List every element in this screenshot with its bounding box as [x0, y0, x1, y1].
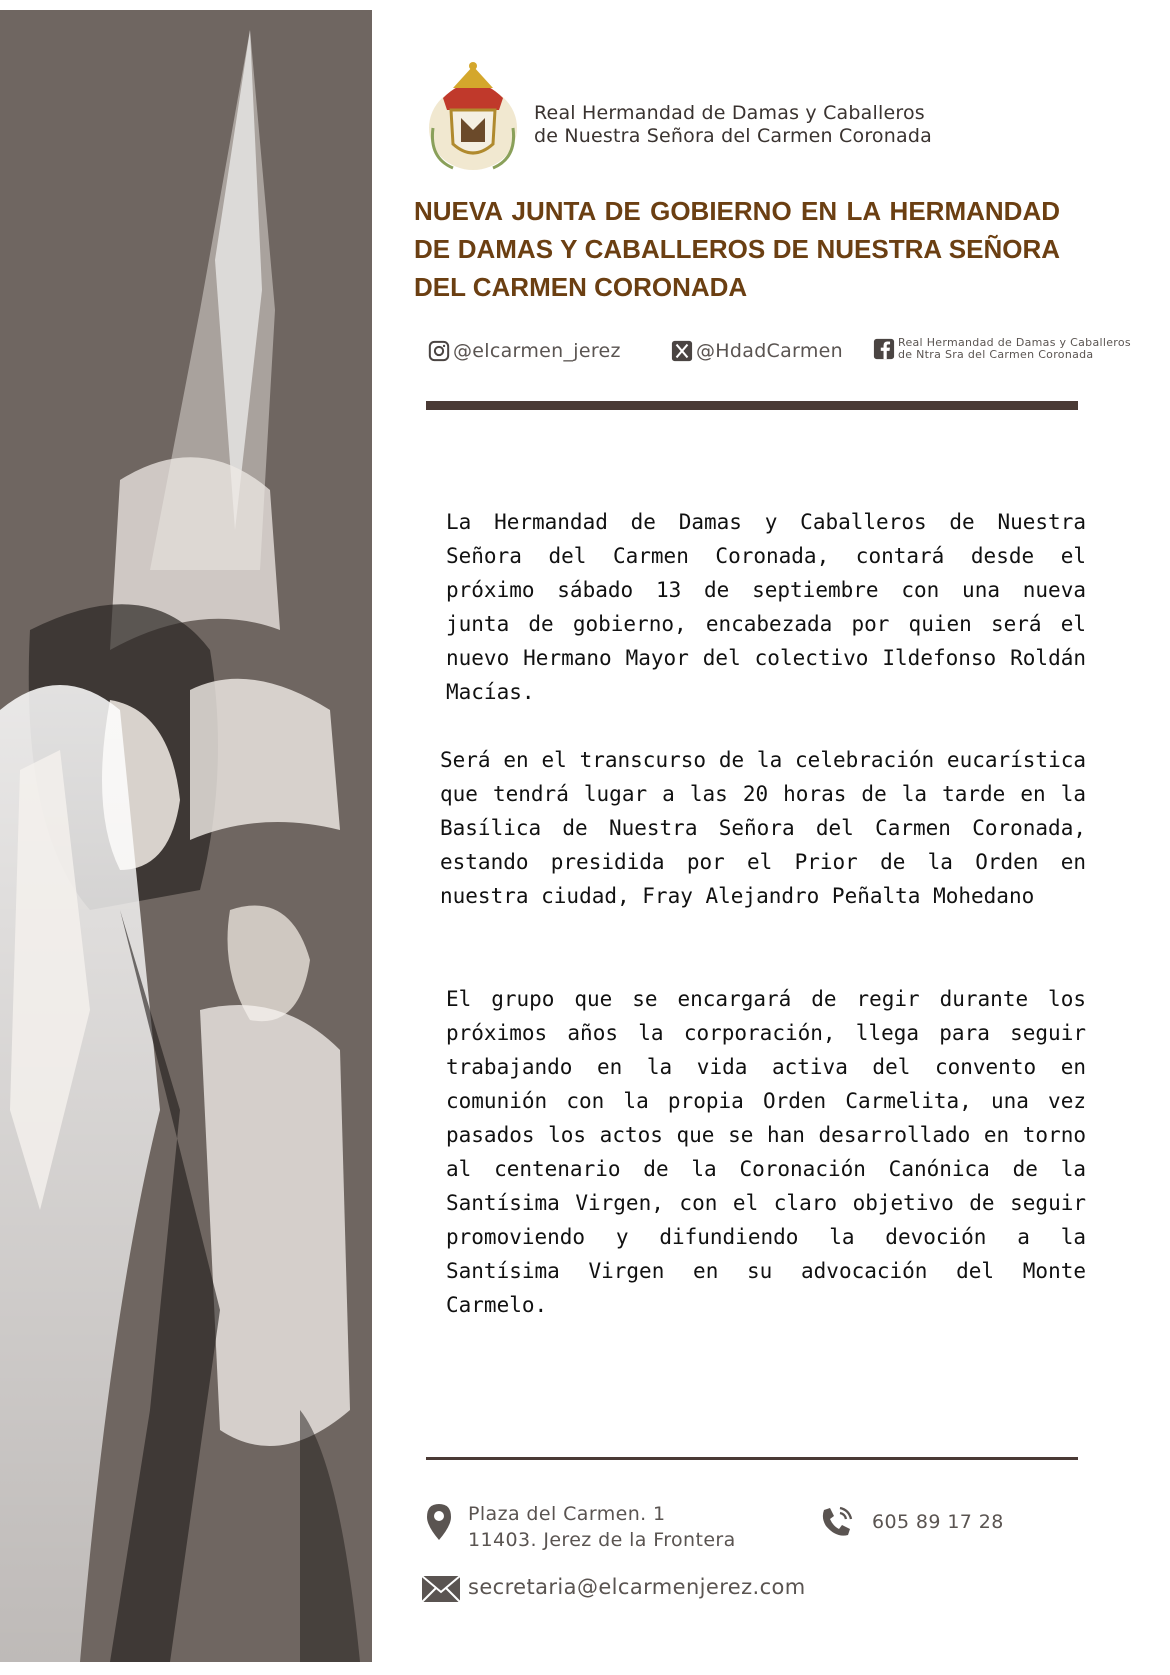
x-handle: @HdadCarmen — [696, 340, 843, 362]
location-pin-icon — [424, 1502, 454, 1542]
facebook-line-1: Real Hermandad de Damas y Caballeros — [898, 336, 1131, 349]
body-paragraph-1: La Hermandad de Damas y Caballeros de Nuestra Señora del Carmen Coronada, contará desde el próximo sábado 13 de septiembre con una nueva junta de gobierno, encabezada por quien será el nuevo Hermano Mayor del colectivo Ildefonso Roldán Macías. — [446, 510, 1086, 704]
social-x[interactable] — [671, 336, 843, 366]
instagram-icon — [428, 340, 450, 362]
instagram-handle: @elcarmen_jerez — [453, 340, 621, 362]
body-paragraph-3: El grupo que se encargará de regir durante los próximos años la corporación, llega para seguir trabajando en la vida activa del convento en comunión con la propia Orden Carmelita, una vez pasados los actos que se han desarrollado en torno al centenario de la Coronación Canónica de la Santísima Virgen, con el claro objetivo de seguir promoviendo y difundiendo la devoción a la Santísima Virgen en su advocación del Monte Carmelo. — [446, 987, 1086, 1317]
footer-divider — [426, 1457, 1078, 1460]
facebook-page-name — [898, 337, 1148, 361]
page-title: NUEVA JUNTA DE GOBIERNO EN LA HERMANDAD DE DAMAS Y CABALLEROS DE NUESTRA SEÑORA DEL CARMEN CORONADA — [414, 196, 1060, 302]
brotherhood-crest-logo — [423, 58, 523, 176]
decorative-image-band — [0, 10, 372, 1662]
address-line-2: 11403. Jerez de la Frontera — [468, 1529, 736, 1551]
facebook-line-2: de Ntra Sra del Carmen Coronada — [898, 348, 1094, 361]
x-icon — [671, 340, 693, 362]
address-line-1: Plaza del Carmen. 1 — [468, 1503, 666, 1525]
brotherhood-name — [534, 102, 1004, 148]
social-facebook[interactable] — [873, 334, 1148, 364]
virgin-carmen-illustration — [0, 10, 372, 1662]
phone-number[interactable]: 605 89 17 28 — [872, 1511, 1004, 1533]
social-instagram[interactable] — [428, 336, 621, 366]
brand-name-line-1: Real Hermandad de Damas y Caballeros — [534, 102, 925, 124]
envelope-icon — [420, 1573, 462, 1605]
facebook-icon — [873, 338, 895, 360]
phone-icon — [816, 1502, 856, 1542]
address — [468, 1501, 736, 1553]
body-paragraph-2: Será en el transcurso de la celebración eucarística que tendrá lugar a las 20 horas de la tarde en la Basílica de Nuestra Señora del Carmen Coronada, estando presidida por el Prior de la Orden en nuestra ciudad, Fray Alejandro Peñalta Mohedano — [440, 748, 1086, 908]
header-divider — [426, 401, 1078, 410]
email-address[interactable]: secretaria@elcarmenjerez.com — [468, 1575, 806, 1599]
brand-name-line-2: de Nuestra Señora del Carmen Coronada — [534, 125, 932, 147]
